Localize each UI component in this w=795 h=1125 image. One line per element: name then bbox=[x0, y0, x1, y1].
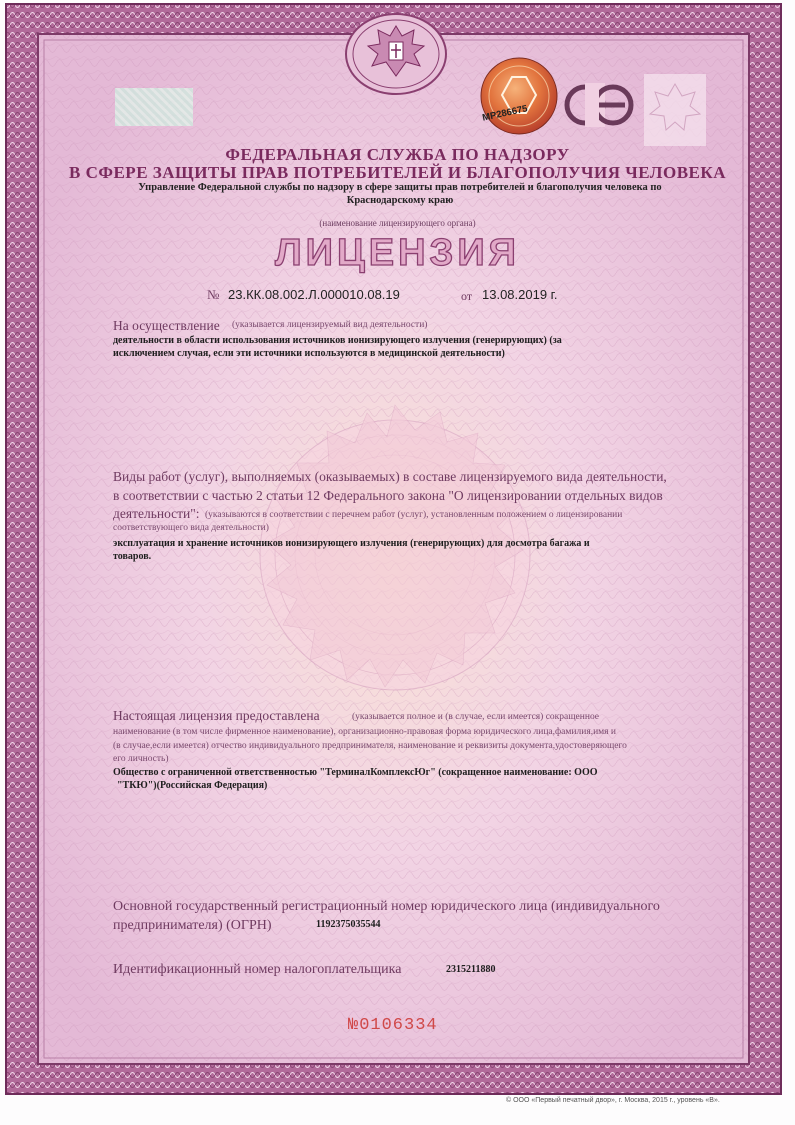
watermark-emblem-icon bbox=[640, 70, 710, 150]
license-date: 13.08.2019 г. bbox=[482, 287, 558, 302]
printer-footer: © ООО «Первый печатный двор», г. Москва, 2015 г., уровень «В». bbox=[506, 1097, 720, 1104]
works-note-2: соответствующего вида деятельности) bbox=[113, 523, 269, 533]
works-line-1: Виды работ (услуг), выполняемых (оказываемых) в составе лицензируемого вида деятельности, bbox=[113, 469, 667, 484]
agency-caption: (наименование лицензирующего органа) bbox=[319, 218, 476, 228]
ogrn-value: 1192375035544 bbox=[316, 919, 381, 930]
license-title: ЛИЦЕНЗИЯ bbox=[275, 232, 520, 274]
holder-text-line-1: Общество с ограниченной ответственностью "ТерминалКомплексЮг" (сокращенное наименование: ООО bbox=[113, 767, 598, 778]
hologram-code: МР286675 bbox=[481, 103, 529, 124]
inn-label: Идентификационный номер налогоплательщика bbox=[113, 962, 402, 977]
ogrn-label-line-2: предпринимателя) (ОГРН) bbox=[113, 918, 272, 933]
holder-text-line-2: "ТКЮ")(Российская Федерация) bbox=[117, 780, 268, 791]
header-line-1: ФЕДЕРАЛЬНАЯ СЛУЖБА ПО НАДЗОРУ bbox=[225, 145, 570, 164]
eac-mark-icon bbox=[563, 83, 635, 127]
holder-note-4: его личность) bbox=[113, 754, 169, 764]
emblem-icon bbox=[342, 6, 450, 96]
activity-text-line-1: деятельности в области использования источников ионизирующего излучения (генерирующих) (за bbox=[113, 335, 562, 346]
works-line-2: в соответствии с частью 2 статьи 12 Федерального закона "О лицензировании отдельных видов bbox=[113, 488, 663, 503]
activity-label: На осуществление bbox=[113, 318, 220, 333]
serial-number: №0106334 bbox=[348, 1016, 438, 1035]
works-line-3: деятельности": bbox=[113, 506, 200, 521]
header-line-2: В СФЕРЕ ЗАЩИТЫ ПРАВ ПОТРЕБИТЕЛЕЙ И БЛАГОПОЛУЧИЯ ЧЕЛОВЕКА bbox=[69, 163, 726, 182]
works-text-line-1: эксплуатация и хранение источников ионизирующего излучения (генерирующих) для досмотра багажа и bbox=[113, 538, 590, 549]
security-strip bbox=[115, 88, 193, 126]
holder-note-2: наименование (в том числе фирменное наименование), организационно-правовая форма юридического лица,фамилия,имя и bbox=[113, 727, 616, 737]
inn-value: 2315211880 bbox=[446, 964, 496, 975]
agency-line-2: Краснодарскому краю bbox=[346, 195, 454, 206]
number-sign: № bbox=[207, 287, 220, 302]
works-text-line-2: товаров. bbox=[113, 551, 152, 562]
activity-note: (указывается лицензируемый вид деятельности) bbox=[232, 320, 428, 330]
holder-note-3: (в случае,если имеется) отчество индивидуального предпринимателя, наименование и реквизиты документа,удостоверяющего bbox=[113, 741, 627, 751]
works-note-1: (указываются в соответствии с перечнем работ (услуг), установленным положением о лицензировании bbox=[205, 510, 623, 520]
license-number: 23.КК.08.002.Л.000010.08.19 bbox=[228, 287, 400, 302]
hologram-icon bbox=[478, 55, 560, 137]
activity-text-line-2: исключением случая, если эти источники используются в медицинской деятельности) bbox=[113, 348, 505, 359]
date-prefix: от bbox=[461, 289, 473, 303]
holder-label: Настоящая лицензия предоставлена bbox=[113, 708, 320, 723]
ogrn-label-line-1: Основной государственный регистрационный номер юридического лица (индивидуального bbox=[113, 899, 660, 914]
agency-line-1: Управление Федеральной службы по надзору в сфере защиты прав потребителей и благополучия человека по bbox=[138, 182, 662, 193]
holder-note-1: (указывается полное и (в случае, если имеется) сокращенное bbox=[352, 712, 600, 722]
